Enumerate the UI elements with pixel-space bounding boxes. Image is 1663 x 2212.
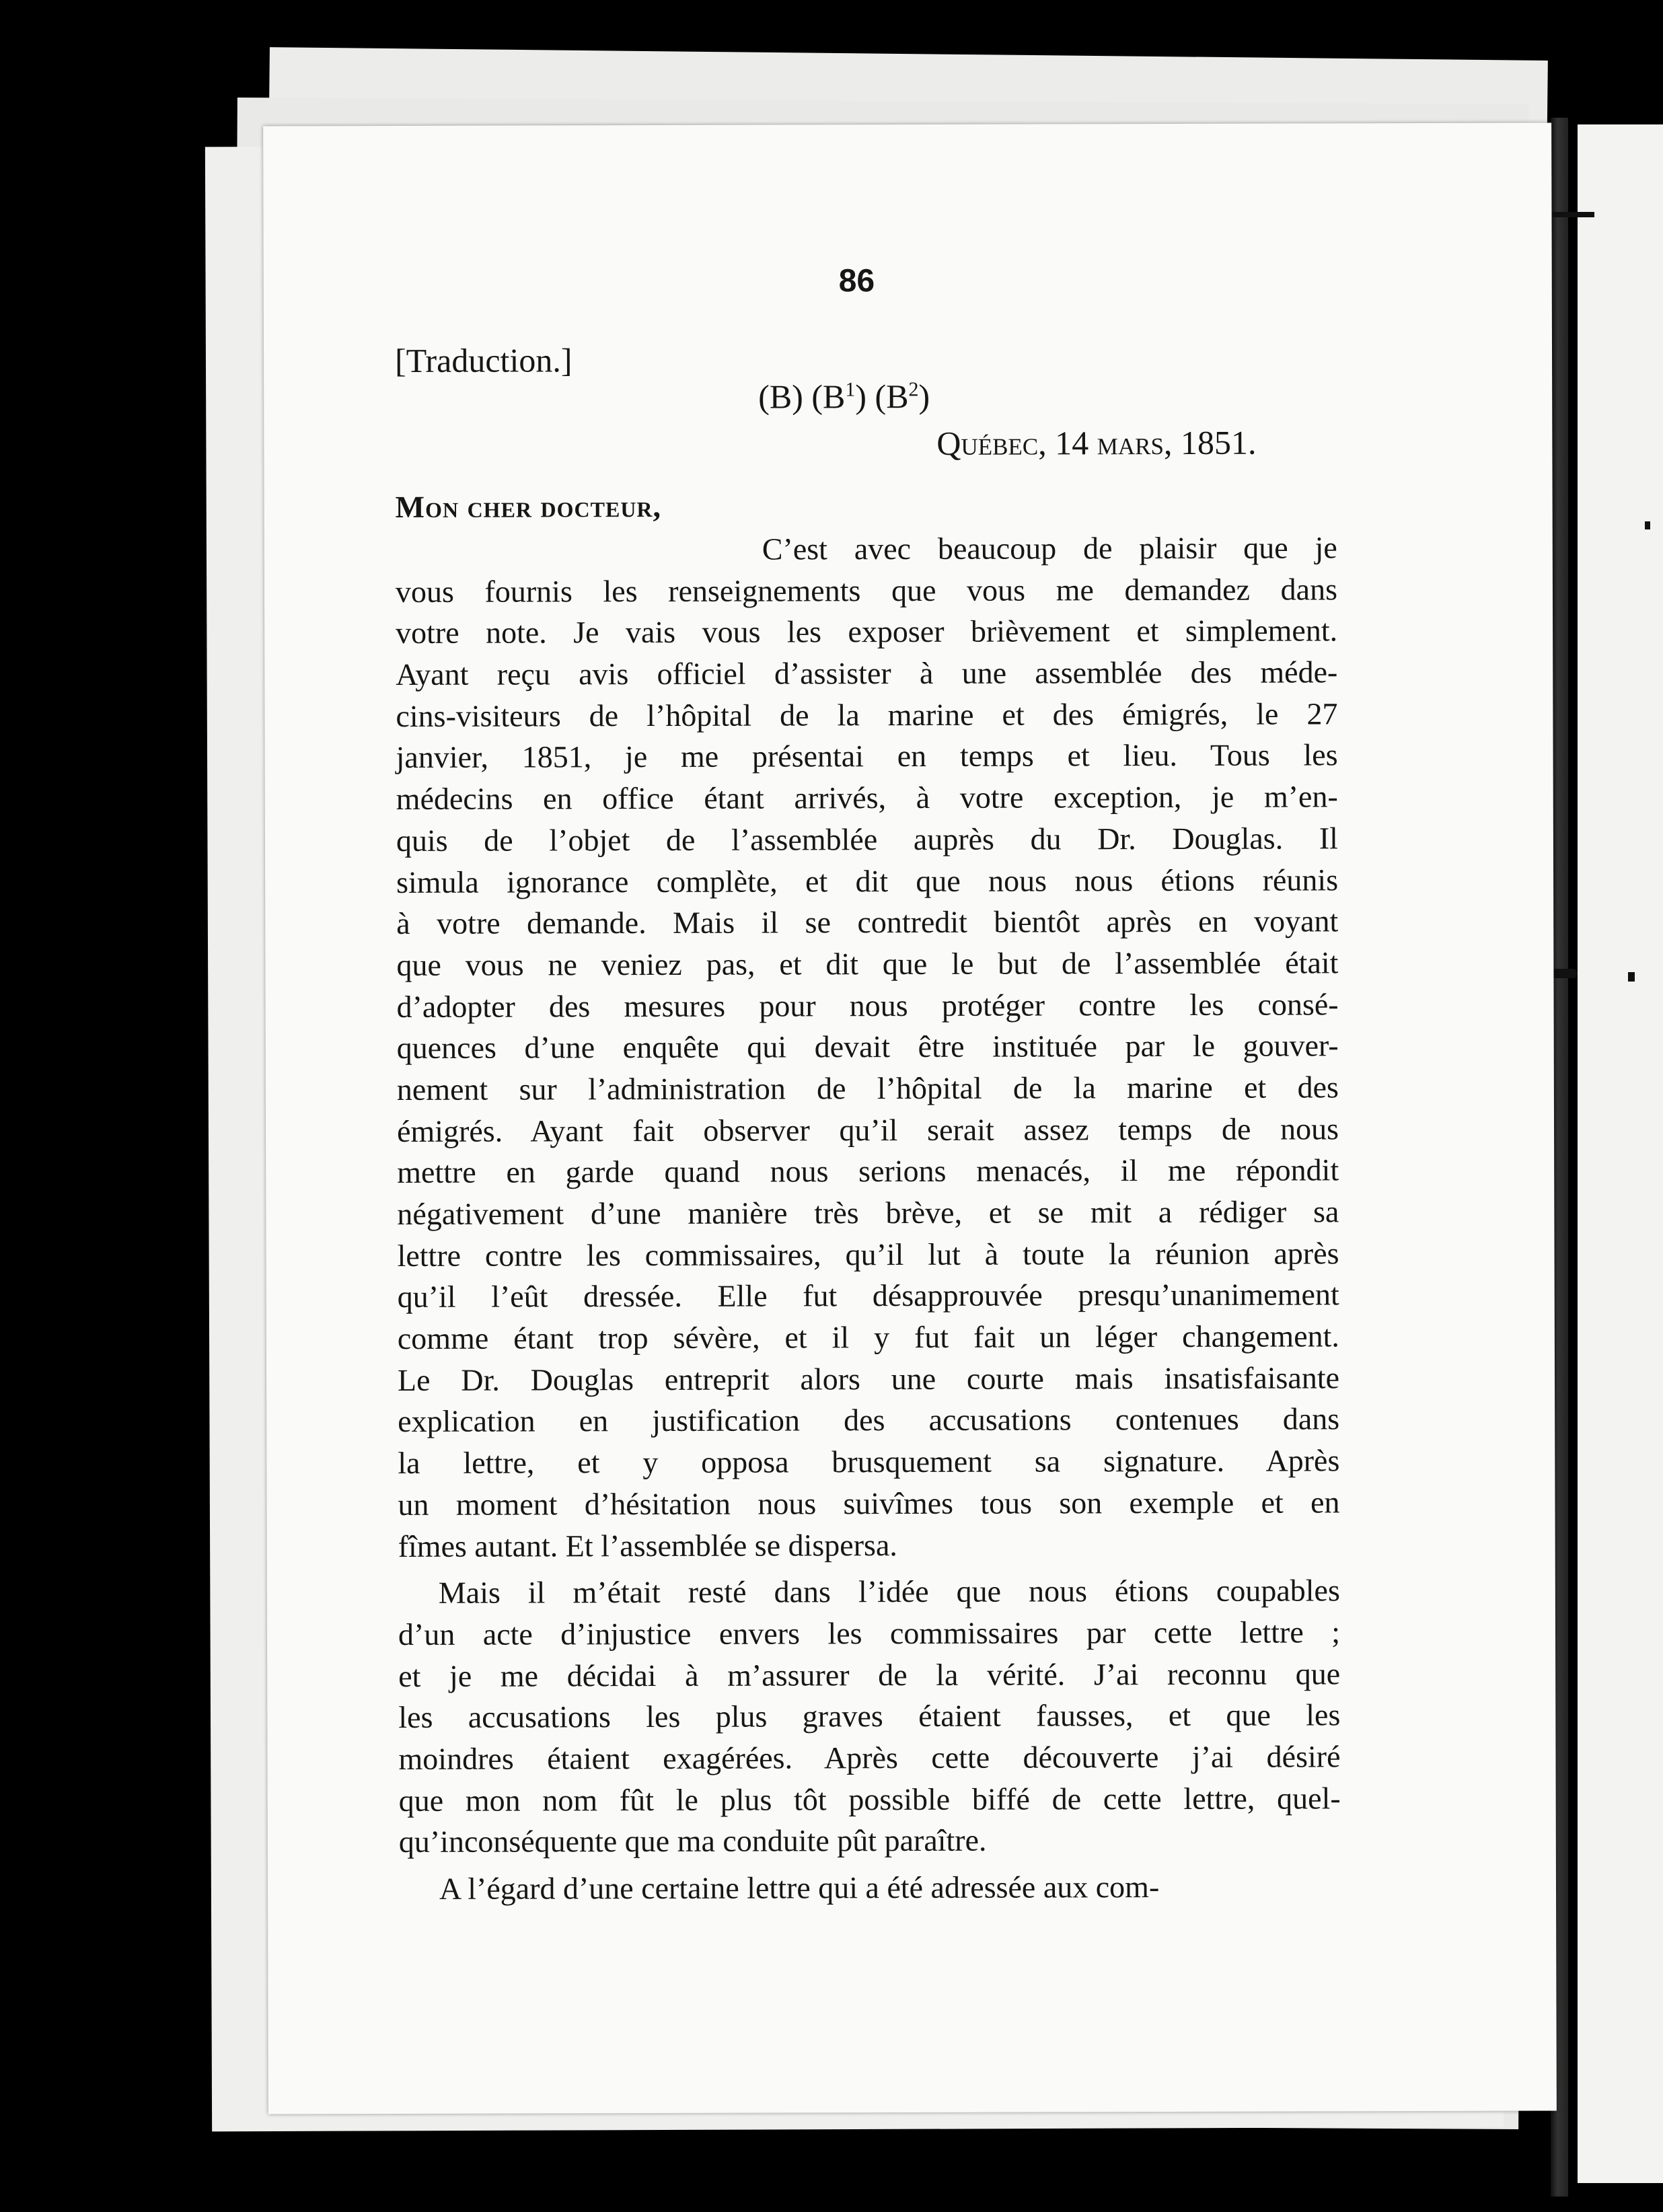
text-line: émigrés. Ayant fait observer qu’il serait assez temps de nous [396,1111,1339,1148]
text-line: à votre demande. Mais il se contredit bientôt après en voyant [396,904,1339,941]
text-line: votre note. Je vais vous les exposer brièvement et simplement. [396,613,1338,651]
text-line: la lettre, et y opposa brusquement sa signature. Après [398,1443,1340,1481]
text-line: d’adopter des mesures pour nous protéger contre les consé- [396,986,1339,1024]
text-line: et je me décidai à m’assurer de la vérité. J’ai reconnu que [398,1656,1341,1693]
letter-body [396,527,1341,1909]
text-line: que vous ne veniez pas, et dit que le but de l’assemblée était [396,945,1339,982]
scan-mark [1645,521,1650,529]
text-line: que mon nom fût le plus tôt possible biffé de cette lettre, quel- [398,1780,1341,1818]
scan-mark [1628,972,1635,982]
document-page [263,122,1557,2114]
text-line: quences d’une enquête qui devait être instituée par le gouver- [396,1028,1339,1066]
text-line: qu’inconséquente que ma conduite pût paraître. [398,1823,987,1859]
text-line: moindres étaient exagérées. Après cette découverte j’ai désiré [398,1739,1341,1776]
text-line: explication en justification des accusations contenues dans [398,1401,1340,1439]
text-line: Mais il m’était resté dans l’idée que nous étions coupables [438,1573,1340,1611]
paragraph [396,527,1340,1567]
text-line: cins-visiteurs de l’hôpital de la marine et des émigrés, le 27 [396,696,1338,733]
exhibit-ref-b1: $(B^1)$ [811,377,867,416]
text-line: médecins en office étant arrivés, à votre exception, je m’en- [396,779,1338,817]
text-line: lettre contre les commissaires, qu’il lut à toute la réunion après [397,1236,1339,1273]
page-number: 86 [838,263,875,299]
text-line: quis de l’objet de l’assemblée auprès du Dr. Douglas. Il [396,821,1338,858]
text-line: vous fournis les renseignements que vous me demandez dans [395,572,1338,609]
text-line: comme étant trop sévère, et il y fut fait un léger changement. [397,1319,1339,1356]
text-line: les accusations les plus graves étaient fausses, et que les [398,1697,1341,1735]
text-line: mettre en garde quand nous serions menacés, il me répondit [397,1152,1339,1190]
paragraph [399,1866,1341,1909]
text-line: qu’il l’eût dressée. Elle fut désapprouvée presqu’unanimement [397,1277,1339,1315]
text-line: fîmes autant. Et l’assemblée se dispersa. [398,1527,897,1563]
place-date: Québec, 14 mars, 1851. [936,423,1257,462]
scan-mark [1547,212,1594,217]
exhibit-ref-b: (B) [758,377,803,416]
text-line: un moment d’hésitation nous suivîmes tous son exemple et en [398,1485,1340,1522]
exhibit-references [758,377,930,416]
text-line: Ayant reçu avis officiel d’assister à une assemblée des méde- [396,655,1338,692]
text-line: négativement d’une manière très brève, et se mit a rédiger sa [397,1194,1339,1231]
text-line: A l’égard d’une certaine lettre qui a été adressée aux com- [439,1870,1160,1906]
text-line: janvier, 1851, je me présentai en temps et lieu. Tous les [396,737,1338,775]
text-line: C’est avec beaucoup de plaisir que je [762,530,1337,566]
translation-label: [Traduction.] [394,341,572,379]
exhibit-ref-b2: $(B^2)$ [875,377,930,416]
text-line: d’un acte d’injustice envers les commissaires par cette lettre ; [398,1615,1341,1652]
facing-page-edge [1578,124,1663,2183]
text-line: simula ignorance complète, et dit que nous nous étions réunis [396,862,1339,899]
salutation: Mon cher docteur, [395,488,662,524]
text-line: Le Dr. Douglas entreprit alors une courte mais insatisfaisante [397,1360,1340,1397]
text-line: nement sur l’administration de l’hôpital de la marine et des [396,1070,1339,1107]
paragraph [398,1570,1341,1863]
